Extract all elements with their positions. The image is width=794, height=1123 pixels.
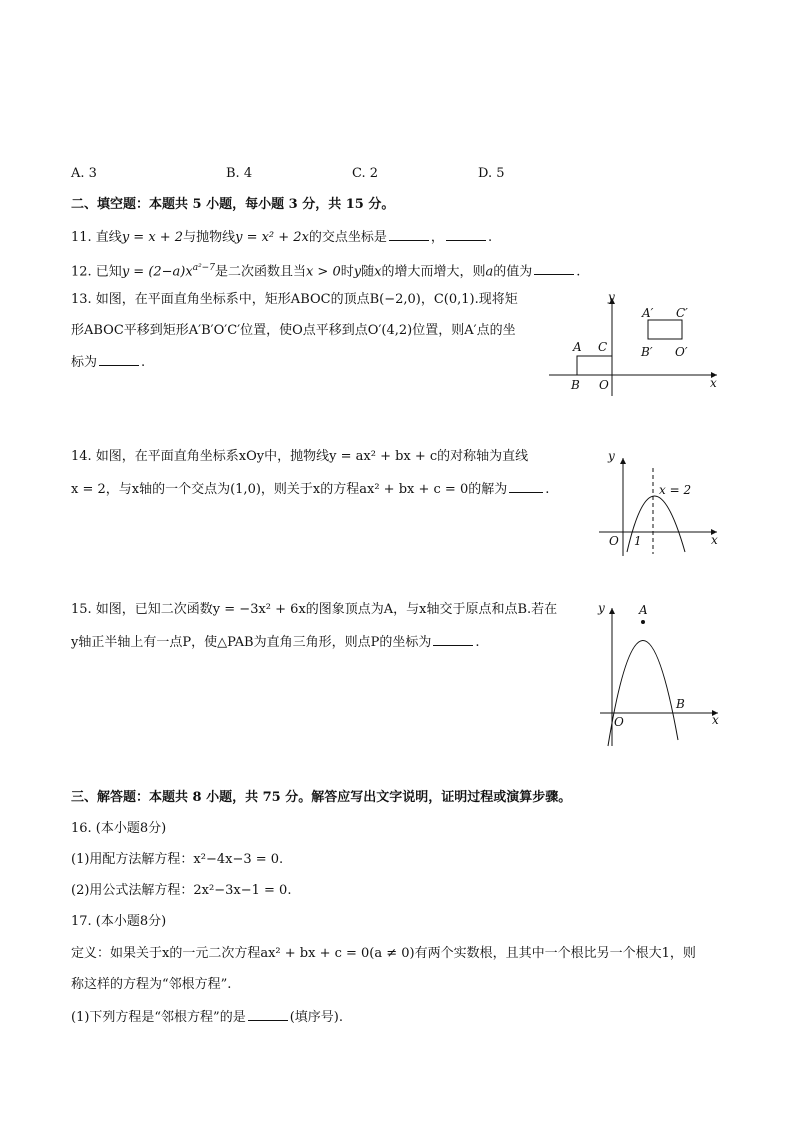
figure-q13	[545, 288, 725, 403]
question-17-title: 17. (本小题8分)	[71, 914, 167, 929]
section2-heading: 二、填空题：本题共 5 小题，每小题 3 分，共 15 分。	[71, 197, 395, 212]
choice-a: A. 3	[71, 166, 97, 181]
figure-q14	[595, 448, 725, 558]
y-arrow-icon	[609, 608, 615, 614]
choice-d: D. 5	[478, 166, 505, 181]
label-A: A	[573, 340, 582, 354]
question-13-line3: 标为 .	[71, 355, 146, 370]
parabola	[608, 640, 678, 746]
answer-blank[interactable]	[248, 1008, 288, 1021]
figure-q15	[596, 600, 726, 750]
label-y: y	[608, 449, 615, 463]
answer-blank[interactable]	[446, 228, 486, 241]
choice-c: C. 2	[352, 166, 379, 181]
label-O: O	[609, 534, 619, 548]
vertex-point	[641, 620, 645, 624]
question-13-line2: 形ABOC平移到矩形A′B′O′C′位置，使O点平移到点O′(4,2)位置，则A′点的坐	[71, 323, 516, 338]
answer-blank[interactable]	[534, 262, 574, 275]
y-arrow-icon	[620, 458, 626, 464]
question-14-line2: x = 2，与x轴的一个交点为(1,0)，则关于x的方程ax² + bx + c = 0的解为 .	[71, 482, 550, 497]
question-14-line1: 14. 如图，在平面直角坐标系xOy中，抛物线y = ax² + bx + c的对称轴为直线	[71, 449, 529, 464]
question-16-part2: (2)用公式法解方程：2x²−3x−1 = 0.	[71, 883, 292, 898]
label-x: x	[710, 376, 717, 390]
label-O: O	[599, 378, 609, 392]
label-O-prime: O′	[675, 345, 688, 359]
question-12: 12. 已知$y = (2-a)x^{a^2-7}$是二次函数且当x > 0时y随x的增大而增大，则a的值为 .	[71, 263, 581, 280]
question-11: 11. 直线y = x + 2与抛物线y = x² + 2x的交点坐标是 ， .	[71, 230, 493, 245]
question-16-part1: (1)用配方法解方程：x²−4x−3 = 0.	[71, 852, 284, 867]
choice-b: B. 4	[226, 166, 253, 181]
label-y: y	[608, 290, 615, 304]
answer-blank[interactable]	[99, 353, 139, 366]
question-13-line1: 13. 如图，在平面直角坐标系中，矩形ABOC的顶点B(−2,0)，C(0,1).现将矩	[71, 292, 518, 307]
label-B-prime: B′	[641, 345, 653, 359]
question-17-def2: 称这样的方程为“邻根方程”.	[71, 977, 232, 992]
label-x: x	[711, 533, 718, 547]
rect-ABOC	[577, 356, 612, 375]
label-B: B	[676, 697, 685, 711]
question-17-def1: 定义：如果关于x的一元二次方程ax² + bx + c = 0(a ≠ 0)有两个实数根，且其中一个根比另一个根大1，则	[71, 946, 696, 961]
label-B: B	[571, 378, 580, 392]
question-17-part1: (1)下列方程是“邻根方程”的是 (填序号).	[71, 1010, 343, 1025]
label-x: x	[712, 713, 719, 727]
label-axis-eq: x = 2	[659, 483, 692, 497]
question-16-title: 16. (本小题8分)	[71, 821, 167, 836]
section3-heading: 三、解答题：本题共 8 小题，共 75 分。解答应写出文字说明，证明过程或演算步骤。	[71, 790, 572, 805]
label-O: O	[614, 715, 624, 729]
question-15-line2: y轴正半轴上有一点P，使△PAB为直角三角形，则点P的坐标为 .	[71, 635, 480, 650]
label-one: 1	[634, 534, 642, 548]
answer-blank[interactable]	[509, 480, 543, 493]
label-y: y	[598, 601, 605, 615]
label-C: C	[598, 340, 608, 354]
answer-blank[interactable]	[389, 228, 429, 241]
question-15-line1: 15. 如图，已知二次函数y = −3x² + 6x的图象顶点为A，与x轴交于原点和点B.若在	[71, 602, 558, 617]
label-C-prime: C′	[676, 306, 688, 320]
answer-blank[interactable]	[433, 633, 473, 646]
rect-A2B2O2C2	[648, 320, 682, 339]
label-A: A	[639, 603, 648, 617]
label-A-prime: A′	[642, 306, 654, 320]
